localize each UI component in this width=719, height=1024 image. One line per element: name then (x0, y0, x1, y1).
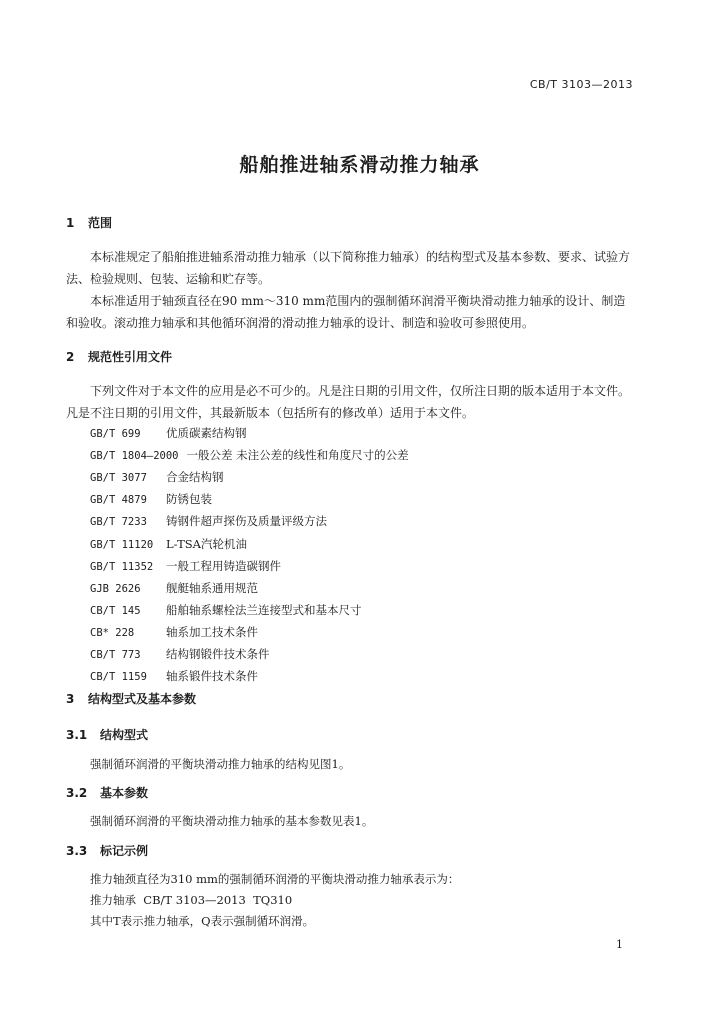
reference-title: 轴系加工技术条件 (166, 625, 258, 639)
section-1-paragraph-2: 本标准适用于轴颈直径在90 mm～310 mm范围内的强制循环润滑平衡块滑动推力轴承的设计、制造和验收。滚动推力轴承和其他循环润滑的滑动推力轴承的设计、制造和验收可参照使用。 (66, 294, 626, 330)
reference-title: 合金结构钢 (166, 470, 224, 484)
reference-title: 防锈包装 (166, 492, 212, 506)
standard-number: CB/T 3103—2013 (529, 78, 633, 91)
reference-code: GB/T 11120 (90, 539, 154, 551)
reference-title: 一般工程用铸造碳钢件 (166, 559, 281, 573)
section-title: 结构型式及基本参数 (88, 692, 197, 706)
page-number: 1 (616, 938, 623, 951)
marking-example-line-1: 推力轴颈直径为310 mm的强制循环润滑的平衡块滑动推力轴承表示为： (90, 872, 460, 886)
reference-code: GB/T 7233 (90, 516, 147, 528)
reference-code: GB/T 1804—2000 (90, 450, 179, 462)
reference-code: CB/T 773 (90, 649, 141, 661)
reference-item (90, 491, 212, 507)
reference-item (90, 558, 281, 574)
reference-code: CB/T 1159 (90, 671, 147, 683)
reference-code: GB/T 699 (90, 428, 141, 440)
reference-code: CB/T 145 (90, 605, 141, 617)
reference-item (90, 447, 409, 463)
section-number: 3.1 (66, 728, 88, 742)
section-3-2-text: 强制循环润滑的平衡块滑动推力轴承的基本参数见表1。 (90, 814, 374, 828)
reference-item (90, 580, 258, 596)
section-title: 标记示例 (100, 844, 149, 858)
section-title: 规范性引用文件 (88, 350, 173, 364)
reference-title: 结构钢锻件技术条件 (166, 647, 270, 661)
reference-item (90, 536, 247, 552)
reference-title: 轴系锻件技术条件 (166, 669, 258, 683)
section-2-intro: 下列文件对于本文件的应用是必不可少的。凡是注日期的引用文件，仅所注日期的版本适用于本文件。凡是不注日期的引用文件，其最新版本（包括所有的修改单）适用于本文件。 (66, 384, 631, 420)
section-number: 2 (66, 350, 75, 364)
reference-title: 优质碳素结构钢 (166, 426, 247, 440)
reference-item (90, 624, 258, 640)
marking-example-line-2: 推力轴承 CB/T 3103—2013 TQ310 (90, 893, 293, 907)
reference-item (90, 668, 258, 684)
reference-title: 舰艇轴系通用规范 (166, 581, 258, 595)
reference-title: L-TSA汽轮机油 (166, 537, 247, 551)
reference-code: CB* 228 (90, 627, 135, 639)
reference-item (90, 425, 247, 441)
section-title: 基本参数 (100, 786, 149, 800)
section-title: 范围 (88, 216, 113, 230)
section-title: 结构型式 (100, 728, 149, 742)
section-3-3-heading (66, 842, 148, 859)
section-3-heading (66, 690, 196, 707)
reference-item (90, 469, 224, 485)
reference-code: GB/T 4879 (90, 494, 147, 506)
reference-code: GB/T 11352 (90, 561, 154, 573)
reference-code: GB/T 3077 (90, 472, 147, 484)
reference-title: 一般公差 未注公差的线性和角度尺寸的公差 (186, 448, 409, 462)
marking-example-line-3: 其中T表示推力轴承，Q表示强制循环润滑。 (90, 914, 315, 928)
reference-title: 船舶轴系螺栓法兰连接型式和基本尺寸 (166, 603, 362, 617)
section-2-heading (66, 348, 172, 365)
reference-title: 铸钢件超声探伤及质量评级方法 (166, 514, 327, 528)
reference-item (90, 646, 270, 662)
reference-code: GJB 2626 (90, 583, 141, 595)
section-3-1-heading (66, 726, 148, 743)
reference-item (90, 513, 327, 529)
section-number: 3.3 (66, 844, 88, 858)
section-number: 3.2 (66, 786, 88, 800)
section-number: 3 (66, 692, 75, 706)
section-1-paragraph-1: 本标准规定了船舶推进轴系滑动推力轴承（以下简称推力轴承）的结构型式及基本参数、要求、试验方法、检验规则、包装、运输和贮存等。 (66, 250, 631, 286)
document-title: 船舶推进轴系滑动推力轴承 (239, 154, 480, 176)
section-3-1-text: 强制循环润滑的平衡块滑动推力轴承的结构见图1。 (90, 757, 351, 771)
reference-item (90, 602, 362, 618)
section-3-2-heading (66, 784, 148, 801)
section-number: 1 (66, 216, 75, 230)
section-1-heading (66, 214, 112, 231)
